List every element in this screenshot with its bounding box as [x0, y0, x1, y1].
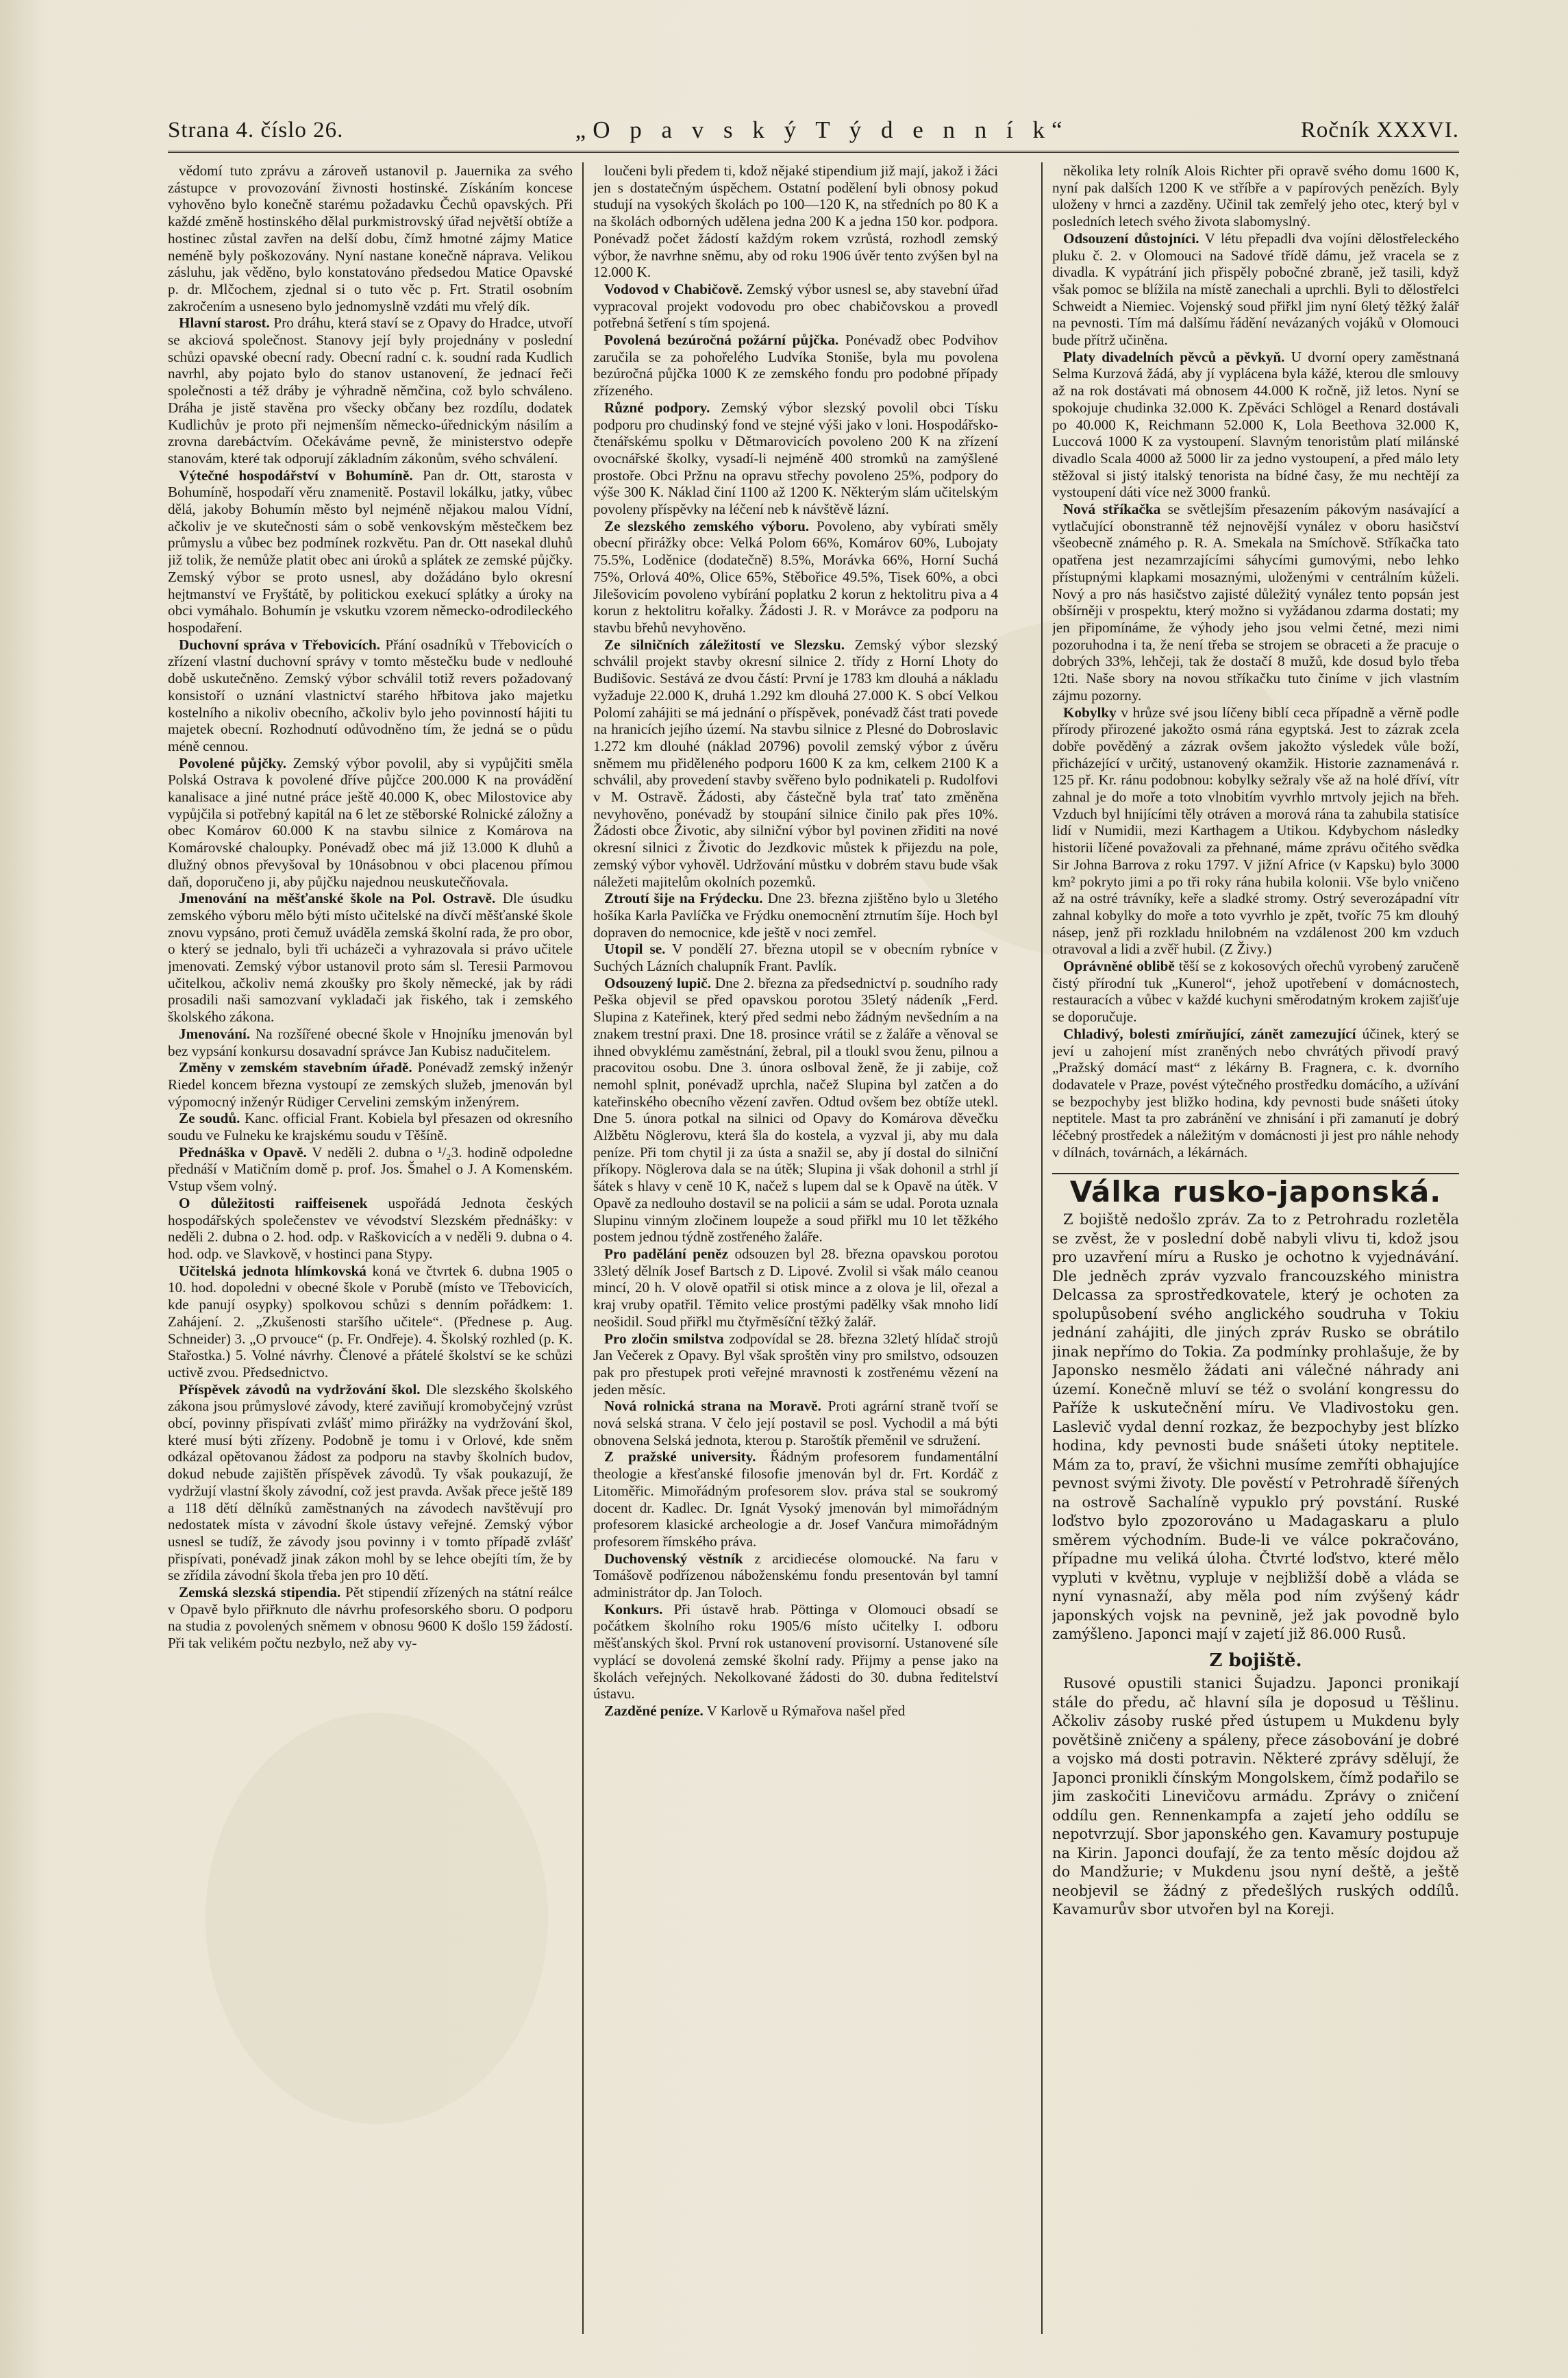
news-item-heading: Platy divadelních pěvců a pěvkyň.: [1063, 348, 1285, 365]
news-item-text: Pět stipendií zřízených na státní reálce v Opavě bylo přiřknuto dle návrhu profesorského sboru. O podporu na studia z povolených sněmem v obnosu 9600 K došlo 159 žádostí. Při tak velikém počtu nezbylo, než aby vy-: [168, 1584, 573, 1652]
news-item: [168, 1144, 573, 1195]
news-item-text: odsouzen byl 28. března opavskou porotou 33letý dělník Josef Bartsch z D. Lipové. Zvolil si však málo ceanou mincí, 20 h. V olově opatřil si otisk mince a z olova je lil, ořezal a kraj vruby opatřil. Těmito velice prostými padělky však mnoho lidí neošidil. Soud přiřkl mu čtyřměsíční těžký žalář.: [593, 1246, 998, 1330]
news-item: [593, 941, 998, 974]
war-article: [1052, 1173, 1459, 1919]
news-item: [593, 1550, 998, 1601]
news-item-text: v hrůze své jsou líčeny biblí ceca případně a věrně podle přírody přirozené jakožto osmá rána egyptská. Jest to zázrak zcela dobře pověděný a zázrak ovšem jakožto výsledek vůle boží, přicházející v určitý, ustanovený okamžik. Historie zaznamenává r. 125 př. Kr. ránu podobnou: kobylky sežraly vše až na holé dříví, vítr zahnal je do moře a toto vlnobitím vyvrhlo mrtvoly jejich na břeh. Vzduch byl hnijícími těly otráven a morová rána ta zahubila statisíce lidí v Numidii, mezi Karthagem a Utikou. Kdybychom následky historii líčené považovali za přehnané, máme zprávu očitého svědka Sir Johna Barrova z roku 1797. V jižní Africe (v Kapsku) bylo 3000 km² pokryto jimi a po tři roky rána hubila kolonii. Vše bylo vničeno až na ostré trávníky, keře a sladké stromy. Ostrý severozápadní vítr zahnal kobylky do moře a toto vyvrhlo je zpět, tvoříc 75 km dlouhý násep, jenž při rozkladu hnilobném na vzdálenost 200 km vzduch otravoval a lidi a zvěř hubil. (Z Živy.): [1052, 704, 1459, 958]
news-item: [1052, 704, 1459, 958]
news-item-heading: Ze silničních záležitostí ve Slezsku.: [604, 636, 845, 653]
news-item-text: U dvorní opery zaměstnaná Selma Kurzová žádá, aby jí vyplácena byla kážé, kterou dle smlouvy až na rok dostávati má obnosem 44.000 K ročně, již letos. Nyní se spokojuje chudinka 32.000 K. Zpěváci Schlögel a Renard dostávali po 40.000 K, Reichmann 52.000 K, Lola Beethova 32.000 K, Luccová 1000 K za vystoupení. Slavným tenoristům platí milánské divadlo Scala 4000 až 5000 lir za jedno vystoupení, a před málo lety stěžoval si jistý italský tenorista na bídné časy, že mu nechtějí za vystoupení dáti více než 3000 franků.: [1052, 348, 1459, 501]
news-item-text: Zemský výbor slezský povolil obci Tísku podporu pro chudinský fond ve stejné výši jako v loni. Hospodářsko-čtenářskému spolku v Dětmarovicích povoleno 200 K na zřízení ovocnářské školky, vysadí-li nejméně 400 stromků na zamýšlené prostoře. Obci Pržnu na opravu střechy povoleno 25%, podpory do výše 300 K. Náklad činí 1100 až 1200 K. Některým slám učitelským povoleny příspěvky na léčení neb k návštěvě lázní.: [593, 399, 998, 518]
news-item-text: Zemský výbor slezský schválil projekt stavby okresní silnice 2. třídy z Horní Lhoty do Budišovic. Sestává ze dvou částí: První je 1783 km dlouhá a nákladu vyžaduje 22.000 K, druhá 1.292 km dlouhá 27.000 K. S obcí Velkou Polomí zahájiti se má jednání o příspěvek, ponévadž část trati povede na hranicích jejího území. Na stavbu silnice z Plesné do Dobroslavic 1.272 km dlouhé (náklad 20796) povolil zemský výbor z úvěru sněmem mu přiděleného podporu 1600 K za km, celkem 2100 K a schválil, aby provedení stavby svěřeno bylo podnikateli p. Rudolfovi v M. Ostravě. Žádosti, aby částečně byla trať tato změněna nevyhověno, ponévadž by stoupání silnice činilo pak přes 10%. Žádosti obce Životic, aby silniční výbor byl povinen zřiditi na nové okresní silnici z Životic do Jezdkovic můstek k přijezdu na pole, zemský výbor vyhověl. Udržování můstku v dobrém stavu bude však náležeti majitelům okolních pozemků.: [593, 636, 998, 890]
war-subheading: Z bojiště.: [1209, 1650, 1302, 1671]
news-item: [1052, 1026, 1459, 1161]
news-item: [593, 332, 998, 399]
news-item-heading: Duchovní správa v Třebovicích.: [179, 636, 381, 653]
news-item-text: zodpovídal se 28. března 32letý hlídač strojů Jan Večerek z Opavy. Byl však sproštěn viny pro smilstvo, odsouzen pak pro přestupek proti veřejné mravnosti k zostřenému vězení na jeden měsíc.: [593, 1330, 998, 1398]
news-item-heading: Nová rolnická strana na Moravě.: [604, 1398, 821, 1415]
news-item-heading: O důležitosti raiffeisenek: [179, 1194, 368, 1211]
news-item-heading: Odsouzený lupič.: [604, 974, 712, 991]
news-item-text: Řádným profesorem fundamentální theologie a křesťanské filosofie jmenován byl dr. Frt. Kordáč z Litoměřic. Mimořádným profesorem slov. práva stal se soukromý docent dr. Kadlec. Dr. Ignát Vysoký jmenován byl mimořádným profesorem klasické archeologie a dr. Josef Vančura mimořádným profesorem římského práva.: [593, 1448, 998, 1550]
news-item-text: Dle úsudku zemského výboru mělo býti místo učitelské na dívčí měšťanské škole znovu vypsáno, proti čemuž uváděla zemská školní rada, že pro obor, o který se jednalo, byli tři ucházeči a vyhrazovala si právo učitele jmenovati. Zemský výbor ustanovil proto sám sl. Teresii Parmovou učitelkou, ačkoliv nemá zkoušky pro školy německé, jak by rádi prosadili naši samozvaní vykladači jak řiského, tak i zemského školského zákona.: [168, 890, 573, 1026]
news-item-heading: Zemská slezská stipendia.: [179, 1584, 341, 1601]
news-item: [168, 636, 573, 755]
news-item: [593, 1601, 998, 1702]
column-divider: [582, 162, 584, 2334]
news-item-text: V neděli 2. dubna o ¹/₂3. hodině odpoledne přednáší v Matičním domě p. prof. Jos. Šmahel o J. A Komenském. Vstup všem volný.: [168, 1143, 573, 1195]
war-intro-paragraph: Z bojiště nedošlo zpráv. Za to z Petrohradu rozletěla se zvěst, že v poslední době nabyli vlivu ti, kdož jsou pro uzavření míru a Rusko je ochotno k vyjednávání. Dle jedněch zpráv vyzvalo francouzského ministra Delcassa za sprostředkovatele, který je ochoten za spolupůsobení svého anglického soudruha v Tokiu jednání zahájiti, dle jiných zpráv Rusko se obrátilo jinak nepřímo do Tokia. Za podmínky prohlašuje, že by Japonsko nesmělo žádati ani válečné náhrady ani území. Konečně mluví se též o svolání kongressu do Paříže k uskutečnění míru. Ve Vladivostoku gen. Laslevič vydal denní rozkaz, že bezpochyby jest blízko hodina, kdy pevnosti bude snášeti útoky neptitele. Mám za to, praví, že všichni musíme zemříti obhajujíce pevnost svými životy. Dle pověstí v Petrohradě šířených na ostrově Sachalíně vypuklo prý povstání. Ruské loďstvo bylo zpozorováno u Madagaskaru a plulo směrem východním. Bude-li ve válce pokračováno, případne mu veliká úloha. Čtvrté loďstvo, které mělo vypluti v květnu, vypluje v nejbližší době a vláda se nyní vynasnaží, aby měla pod ním zvýšený kádr japonských vojsk na pevnině, jež jak povodně bylo zamýšleno. Japonci mají v zajetí již 86.000 Rusů.: [1052, 1211, 1459, 1643]
news-item-text: Ponévadž zemský inženýr Riedel koncem března vystoupí ze zemských služeb, jmenován byl výpomocný inženýr Rüdiger Cervelini zemským inženýrem.: [168, 1059, 573, 1110]
news-item-text: koná ve čtvrtek 6. dubna 1905 o 10. hod. dopoledni v obecné škole v Porubě (místo ve Třebovicích, kde panují osypky) spolkovou schůzi s denním pořádkem: 1. Zahájení. 2. „Zkušenosti staršího učitele“. (Přednese p. Aug. Schneider) 3. „O prvouce“ (p. Fr. Ondřeje). 4. Školský rozhled (p. K. Stařostka.) 5. Volné návrhy. Členové a přátelé školství se ke schůzi uctivě zvou. Předsednictvo.: [168, 1262, 573, 1380]
news-item-heading: Příspěvek závodů na vydržování škol.: [179, 1380, 421, 1398]
news-item-text: Při ústavě hrab. Pöttinga v Olomouci obsadí se počátkem školního roku 1905/6 místo učitelky I. odboru měšťanských škol. První rok ustanovení provisorní. Ustanovené síle vyplácí se dovolená zemské školní rady. Přijmy a pense jako na školách veřejných. Nekolkované žádosti do 30. dubna ředitelství ústavu.: [593, 1600, 998, 1702]
news-item-heading: Utopil se.: [604, 941, 666, 958]
news-item-heading: Různé podpory.: [604, 399, 710, 416]
news-item: [168, 1110, 573, 1143]
news-item: [168, 1026, 573, 1059]
war-article-body: [1052, 1211, 1459, 1644]
news-item: [168, 162, 573, 314]
column-3-news: [1052, 162, 1459, 1161]
news-item: [168, 467, 573, 636]
news-item-heading: Ze slezského zemského výboru.: [604, 517, 810, 534]
news-item-heading: Hlavní starost.: [179, 314, 270, 332]
news-item-heading: Zazděné peníze.: [604, 1702, 704, 1719]
news-item-heading: Oprávněné oblibě: [1063, 958, 1175, 975]
news-item-heading: Výtečné hospodářství v Bohumíně.: [179, 467, 413, 484]
news-item-text: vědomí tuto zprávu a zároveň ustanovil p. Jauernika za svého zástupce v provozování živnosti hostinské. Získáním koncese vyhověno bylo konečně starému požadavku Čechů opavských. Při každé změně hostinského dělal purkmistrovský úřad největší obtíže a hostinec zůstal zavřen na delší dobu, čímž hmotné zájmy Matice neméně byly poškozovány. Nyní nastane konečně náprava. Velikou zásluhu, jak věděno, bylo konstatováno předsedou Matice Opavské p. dr. Mlčochem, zjednal si o tuto věc p. Frt. Stratil osobním zakročením a usneseno bylo jednomyslně vzdáti mu vřelý dík.: [168, 162, 573, 314]
news-item-heading: Učitelská jednota hlímkovská: [179, 1262, 366, 1279]
news-item: [1052, 501, 1459, 704]
news-item-heading: Z pražské university.: [604, 1448, 756, 1465]
news-item-text: V pondělí 27. března utopil se v obecním rybníce v Suchých Lázních chalupník Frant. Pavlík.: [593, 941, 998, 975]
column-1: [168, 162, 573, 2334]
newspaper-title: „O p a v s k ý T ý d e n n í k“: [575, 116, 1069, 143]
news-item-heading: Změny v zemském stavebním úřadě.: [179, 1059, 412, 1076]
news-item-text: uspořádá Jednota českých hospodářských společenstev ve vévodství Slezském přednášky: v neděli 2. dubna o 2. hod. odp. v Raškovicích a v neděli 9. dubna o 4. hod. odp. ve Slavkově, v hostinci pana Stypy.: [168, 1194, 573, 1262]
column-divider: [1041, 162, 1043, 2334]
news-item: [168, 1059, 573, 1110]
news-item-text: se světlejším přesazením pákovým nasávající a vytlačující obonstranně též nejnovější vynález v oboru hasičství všeobecně známého p. R. A. Smekala na Smíchově. Stříkačka tato opatřena jest nezamrzajícími sáhycími gumovými, nebo lehko přístupnými klapkami mosaznými, uloženými v centrálním kůželi. Nový a pro nás hasičstvo zajisté důležitý vynález tento popsán jest obšírněji v prospektu, který možno si vyžádanou zdarma dostati; my jen připomínáme, že výhody jeho jsou velmi četné, mezi nimi pozoruhodna i ta, že není třeba se strojem se obraceti a že pracuje o dobrých 33%, lehčeji, tak že dostačí 8 mužů, kde dosud bylo třeba 12ti. Naše sbory na novou stříkačku tuto činíme v jich vlastním zájmu pozorny.: [1052, 501, 1459, 704]
news-item: [1052, 230, 1459, 349]
news-item-text: Dne 2. března za předsednictví p. soudního rady Peška objevil se před opavskou porotou 35letý nádeník „Ferd. Slupina z Kateřinek, který před sedmi nebo žádným nevšedním a na znakem trestní praxi. Dne 18. prosince vrátil se z žaláře a věnoval se ihned obvyklému zaměstnání, žebral, pil a tloukl svou ženu, pilnou a pracovitou osobu. Dne 3. února oslboval ženě, že ji zabije, což nemohl splnit, ponévadž uprchla, načež Slupina byl zatčen a do kateřinského obecního vězení zavřen. Odtud ovšem bez obtíže utekl. Dne 5. února potkal na silnici od Opavy do Komárova děvečku Alžbětu Nöglerovu, která šla do kostela, a vyzval ji, aby mu dala peníze. Při tom chytil ji za ústa a snažil se, aby jí dostal do silniční příkopy. Nöglerova dala se na útěk; Slupina ji však dohonil a strhl jí šátek s hlavy v ceně 10 K, načež s lupem dal se k Opavě na útěk. V Opavě za nedlouho dostavil se na policii a sám se udal. Porota uznala Slupinu vinným zločinem loupeže a soud přiřkl mu 10 let těžkého postem jednou týdně zostřeného žaláře.: [593, 974, 998, 1246]
news-item-heading: Jmenování.: [179, 1025, 251, 1042]
news-item-heading: Povolené půjčky.: [179, 754, 287, 771]
news-item-text: těší se z kokosových ořechů vyrobený zaručeně čistý přírodní tuk „Kunerol“, jehož upotřebení v domácnostech, restauracích a vůbec v každé kuchyni směrodatným krokem zajišťuje se doporučuje.: [1052, 958, 1459, 1026]
page-header: [168, 110, 1459, 153]
news-item: [593, 636, 998, 891]
news-item-heading: Pro zločin smilstva: [604, 1330, 724, 1347]
news-item-text: z arcidiecése olomoucké. Na faru v Tomášově podřízenou náboženskému fondu presentován byl tamní administrátor dp. Jan Toloch.: [593, 1550, 998, 1601]
news-item: [1052, 958, 1459, 1026]
news-item-text: Přání osadníků v Třebovicích o zřízení vlastní duchovní správy v tomto městečku bude v nedlouhé době uskutečněno. Zemský výbor schválil totiž revers požadovaný konsistoří o uznání vlastnictví starého hřbitova jako majetku kostelního a nikoliv obecního, ačkoliv bylo jeho povinností hájiti tu majetek obecní. Rozhodnutí odůvodněno tím, že jedná se o půdu méně cennou.: [168, 636, 573, 754]
news-item-text: Pan dr. Ott, starosta v Bohumíně, hospodaří věru znamenitě. Postavil lokálku, jatky, vůbec dělá, jakoby Bohumín město byl nejméně nějakou malou Vídní, ačkoliv je ve skutečnosti sám o sobě venkovským městečkem bez průmyslu a vůbec bez podmínek rozkvětu. Pan dr. Ott nasekal dluhů již tolik, že nemůže platit obec ani úroků a splátek ze zemské půjčky. Zemský výbor se proto usnesl, aby dožádáno bylo okresní hejtmanství ve Fryštátě, by politickou exekucí splátky a úroky na obci vymáhalo. Bohumín je vskutku vzorem německo-odrodileckého hospodaření.: [168, 467, 573, 636]
news-item-heading: Pro padělání peněz: [604, 1246, 728, 1262]
news-item-heading: Kobylky: [1063, 704, 1117, 721]
war-front-body: [1052, 1674, 1459, 1920]
news-item: [593, 1702, 998, 1720]
news-item-text: Dne 23. března zjištěno bylo u 3letého hošíka Karla Pavlíčka ve Frýdku onemocnění ztrnutím šíje. Hoch byl dopraven do nemocnice, kde ještě v noci zemřel.: [593, 890, 998, 941]
news-item: [1052, 162, 1459, 230]
news-item-text: Dle slezského školského zákona jsou průmyslové závody, které zaviňují kromobyčejný vzrůst obcí, povinny přispívati zvlášť mimo přirážky na vydržování škol, které musí býti zřízeny. Podobně je tomu i v Orlové, kde sněm odkázal opětovanou žádost za podporu na stavby školních budov, dokud nebude zajištěn příspěvek závodů. Ty však poukazují, že vydržují vlastní školy závodní, což jest pravda. Avšak přece ještě 189 a 118 dětí dělníků zaměstnaných na závodech navštěvují pro nedostatek místa v závodní škole ústavy veřejné. Zemský výbor usnesl se tudíž, že závody jsou povinny i v tomto případě zvlášť přispívati, ponévadž jinak zákon mohl by se lehce obejíti tím, že by se zřídila závodní škola třeba jen pro 10 dětí.: [168, 1380, 573, 1584]
news-item-heading: Konkurs.: [604, 1600, 663, 1618]
news-item-heading: Ztroutí šije na Frýdecku.: [604, 890, 763, 907]
news-item: [593, 281, 998, 332]
news-item-text: Zemský výbor povolil, aby si vypůjčiti směla Polská Ostrava k povolené dříve půjčce 200.000 K na provádění kanalisace a jiné nutné práce ještě 40.000 K, obec Milostovice aby vypůjčila si potřebný kapitál na 6 let ze stěborské Rolnické záložny a obec Komárov 60.000 K na stavbu silnice z Komárova na Komárovské chaloupky. Ponévadž obec má již 13.000 K dluhů a dlužný obnos převyšoval by 10násobnou v obci placenou přímou daň, doporučeno ji, aby půjčku najednou neuskutečňovala.: [168, 754, 573, 890]
news-item-heading: Ze soudů.: [179, 1110, 240, 1127]
news-item-text: V Karlově u Rýmařova našel před: [703, 1702, 906, 1719]
news-item: [168, 1195, 573, 1263]
news-item: [168, 890, 573, 1026]
news-item: [168, 1584, 573, 1652]
volume-number: Ročník XXXVI.: [1300, 117, 1459, 143]
news-item: [593, 975, 998, 1246]
news-item-heading: Vodovod v Chabičově.: [604, 280, 743, 297]
news-item-text: účinek, který se jeví u zahojení míst zraněných nebo chvrátých přivodí pravý „Pražský domácí mast“ z lékárny B. Fragnera, c. k. dvorního dodavatele v Praze, povést výtečného prostředku domácího, a užívání se bezpochyby jest bližko hodina, kdy pevnosti bude snášeti útoky neptitele. Mast ta pro zabránění ve zhnisání i při zamanutí je dobrý léčebný prostředek a náležitým v domácnosti ji jest pro náhle nehody v dílnách, továrnách, a lékárnách.: [1052, 1025, 1459, 1161]
war-article-title: Válka rusko-japonská.: [1052, 1173, 1459, 1201]
news-item: [593, 1246, 998, 1330]
news-item-text: loučeni byli předem ti, kdož nějaké stipendium již mají, jakož i žáci jen s dostatečným úspěchem. Ostatní podělení byli obnosy pokud studují na vysokých školách po 100—120 K, na středních po 80 K a na školách odborných udělena jedna 200 K a jedna 150 kor. podpora. Ponévadž počet žádostí každým rokem vzrůstá, rozhodl zemský výbor, že navrhne sněmu, aby od roku 1906 úvěr tento zvýšen byl na 12.000 K.: [593, 162, 998, 281]
war-front-paragraph: Rusové opustili stanici Šujadzu. Japonci pronikají stále do předu, ač hlavní síla je doposud u Těšlinu. Ačkoliv zásoby ruské před ústupem u Mukdenu byly povětšině zničeny a spáleny, přece zásobování je dobré a vojsko má dosti potravin. Některé zprávy sdělují, že Japonci pronikli čínským Mongolskem, čímž podařilo se jim zaskočiti Linevičovu armádu. Zprávy o zničení oddílu gen. Rennenkampfa a zajetí jeho oddílu se nepotvrzují. Sbor japonského gen. Kavamury postupuje na Kirin. Japonci doufají, že za tento měsíc dojdou až do Mandžurie; v Mukdenu jsou nyní deště, a ještě neobjevil se žádný z předešlých ruských oddílů. Kavamurův sbor utvořen byl na Koreji.: [1052, 1675, 1459, 1918]
news-item: [593, 162, 998, 281]
news-item-text: Pro dráhu, která staví se z Opavy do Hradce, utvoří se akciová společnost. Stanovy její byly projednány v poslední schůzi opavské obecní rady. Obecní radní c. k. soudní rada Kudlich navrhl, aby pojato bylo do stanov ustanovení, že jednací řeči společnosti a též dráby je výhradně němčina, což bylo schváleno. Dráha je jistě stavěna pro všecky občany bez rozdílu, dodatek Kudlichův je proto při nejmenším německo-úřednickým násilím a zrovna darebáctvím. Očekáváme pevně, že ministerstvo odepře stanovám, které tak odporují základním zákonům, svého schválení.: [168, 314, 573, 467]
news-item: [168, 1381, 573, 1584]
page-number: Strana 4. číslo 26.: [168, 117, 344, 143]
column-2: [593, 162, 998, 2334]
news-item-heading: Přednáška v Opavě.: [179, 1143, 307, 1161]
news-item-text: V létu přepadli dva vojíni dělostřeleckého pluku č. 2. v Olomouci na Sadové třídě dámu, jež vracela se z divadla. K vypátrání jich přispěly pobočné zbraně, jež tasili, když však pomoc se blížila na místě zanechali a uprchli. Byli to dělostřelci Schweidt a Niemiec. Vojenský soud přiřkl jim nyní 6letý těžký žalář na pevnosti. Tím má dalšímu řádění nevázaných vojáků v Olomouci bude přítrž učiněna.: [1052, 230, 1459, 349]
news-item: [593, 518, 998, 636]
column-3: [1052, 162, 1459, 2334]
news-item: [593, 1448, 998, 1550]
news-item: [168, 755, 573, 891]
news-item-text: několika lety rolník Alois Richter při opravě svého domu 1600 K, nyní pak dalších 1200 K ve stříbře a v papírových penězích. Byly uloženy v hrnci a zazděny. Učinil tak zemřelý jeho otec, který byl v posledních letech svého života slabomyslný.: [1052, 162, 1459, 230]
news-item: [168, 1263, 573, 1381]
news-item: [593, 890, 998, 941]
news-item-heading: Jmenování na měšťanské škole na Pol. Ostravě.: [179, 890, 496, 907]
news-item-heading: Nová stříkačka: [1063, 501, 1161, 518]
news-item-text: Zemský výbor usnesl se, aby stavební úřad vypracoval projekt vodovodu pro obec chabičovskou a provedl potřebná šetření s tím spojená.: [593, 280, 998, 332]
news-item-text: Na rozšířené obecné škole v Hnojníku jmenován byl bez vypsání konkursu dosavadní správce Jan Kubisz nadučitelem.: [168, 1025, 573, 1059]
news-item-heading: Odsouzení důstojníci.: [1063, 230, 1199, 247]
news-item: [168, 314, 573, 467]
news-item-text: Kanc. official Frant. Kobiela byl přesazen od okresního soudu ve Fulneku ke krajskému soudu v Těšíně.: [168, 1110, 573, 1144]
news-item: [593, 399, 998, 518]
news-item-heading: Chladivý, bolesti zmírňující, zánět zamezující: [1063, 1025, 1356, 1042]
news-item-heading: Povolená bezúročná požární půjčka.: [604, 332, 839, 349]
news-item: [593, 1330, 998, 1398]
news-item-heading: Duchovenský věstník: [604, 1550, 743, 1567]
news-item-text: Povoleno, aby vybírati směly obecní přirážky obce: Velká Polom 66%, Komárov 60%, Lubojaty 75.5%, Loděnice (dodatečně) 8.5%, Morávka 66%, Horní Suchá 75%, Orlová 40%, Olice 65%, Stěbořice 49.5%, Tisek 60%, a obci Jilešovicím povoleno vybírání poplatku 2 korun z hektolitru piva a 4 korun z hektolitru kořalky. Žádosti J. R. v Morávce za podporu na stavbu břehů nevyhověno.: [593, 517, 998, 636]
news-item-text: Proti agrární straně tvoří se nová selská strana. V čelo její postavil se posl. Vychodil a má býti obnovena Selská jednota, kterou p. Staroštík přeměnil ve sdružení.: [593, 1398, 998, 1448]
news-item-text: Ponévadž obec Podvihov zaručila se za pohořelého Ludvíka Stoniše, byla mu povolena bezúročná půjčka 1000 K ze zemského fondu pro podobné případy zřízeného.: [593, 332, 998, 399]
news-item: [1052, 349, 1459, 501]
news-item: [593, 1398, 998, 1448]
